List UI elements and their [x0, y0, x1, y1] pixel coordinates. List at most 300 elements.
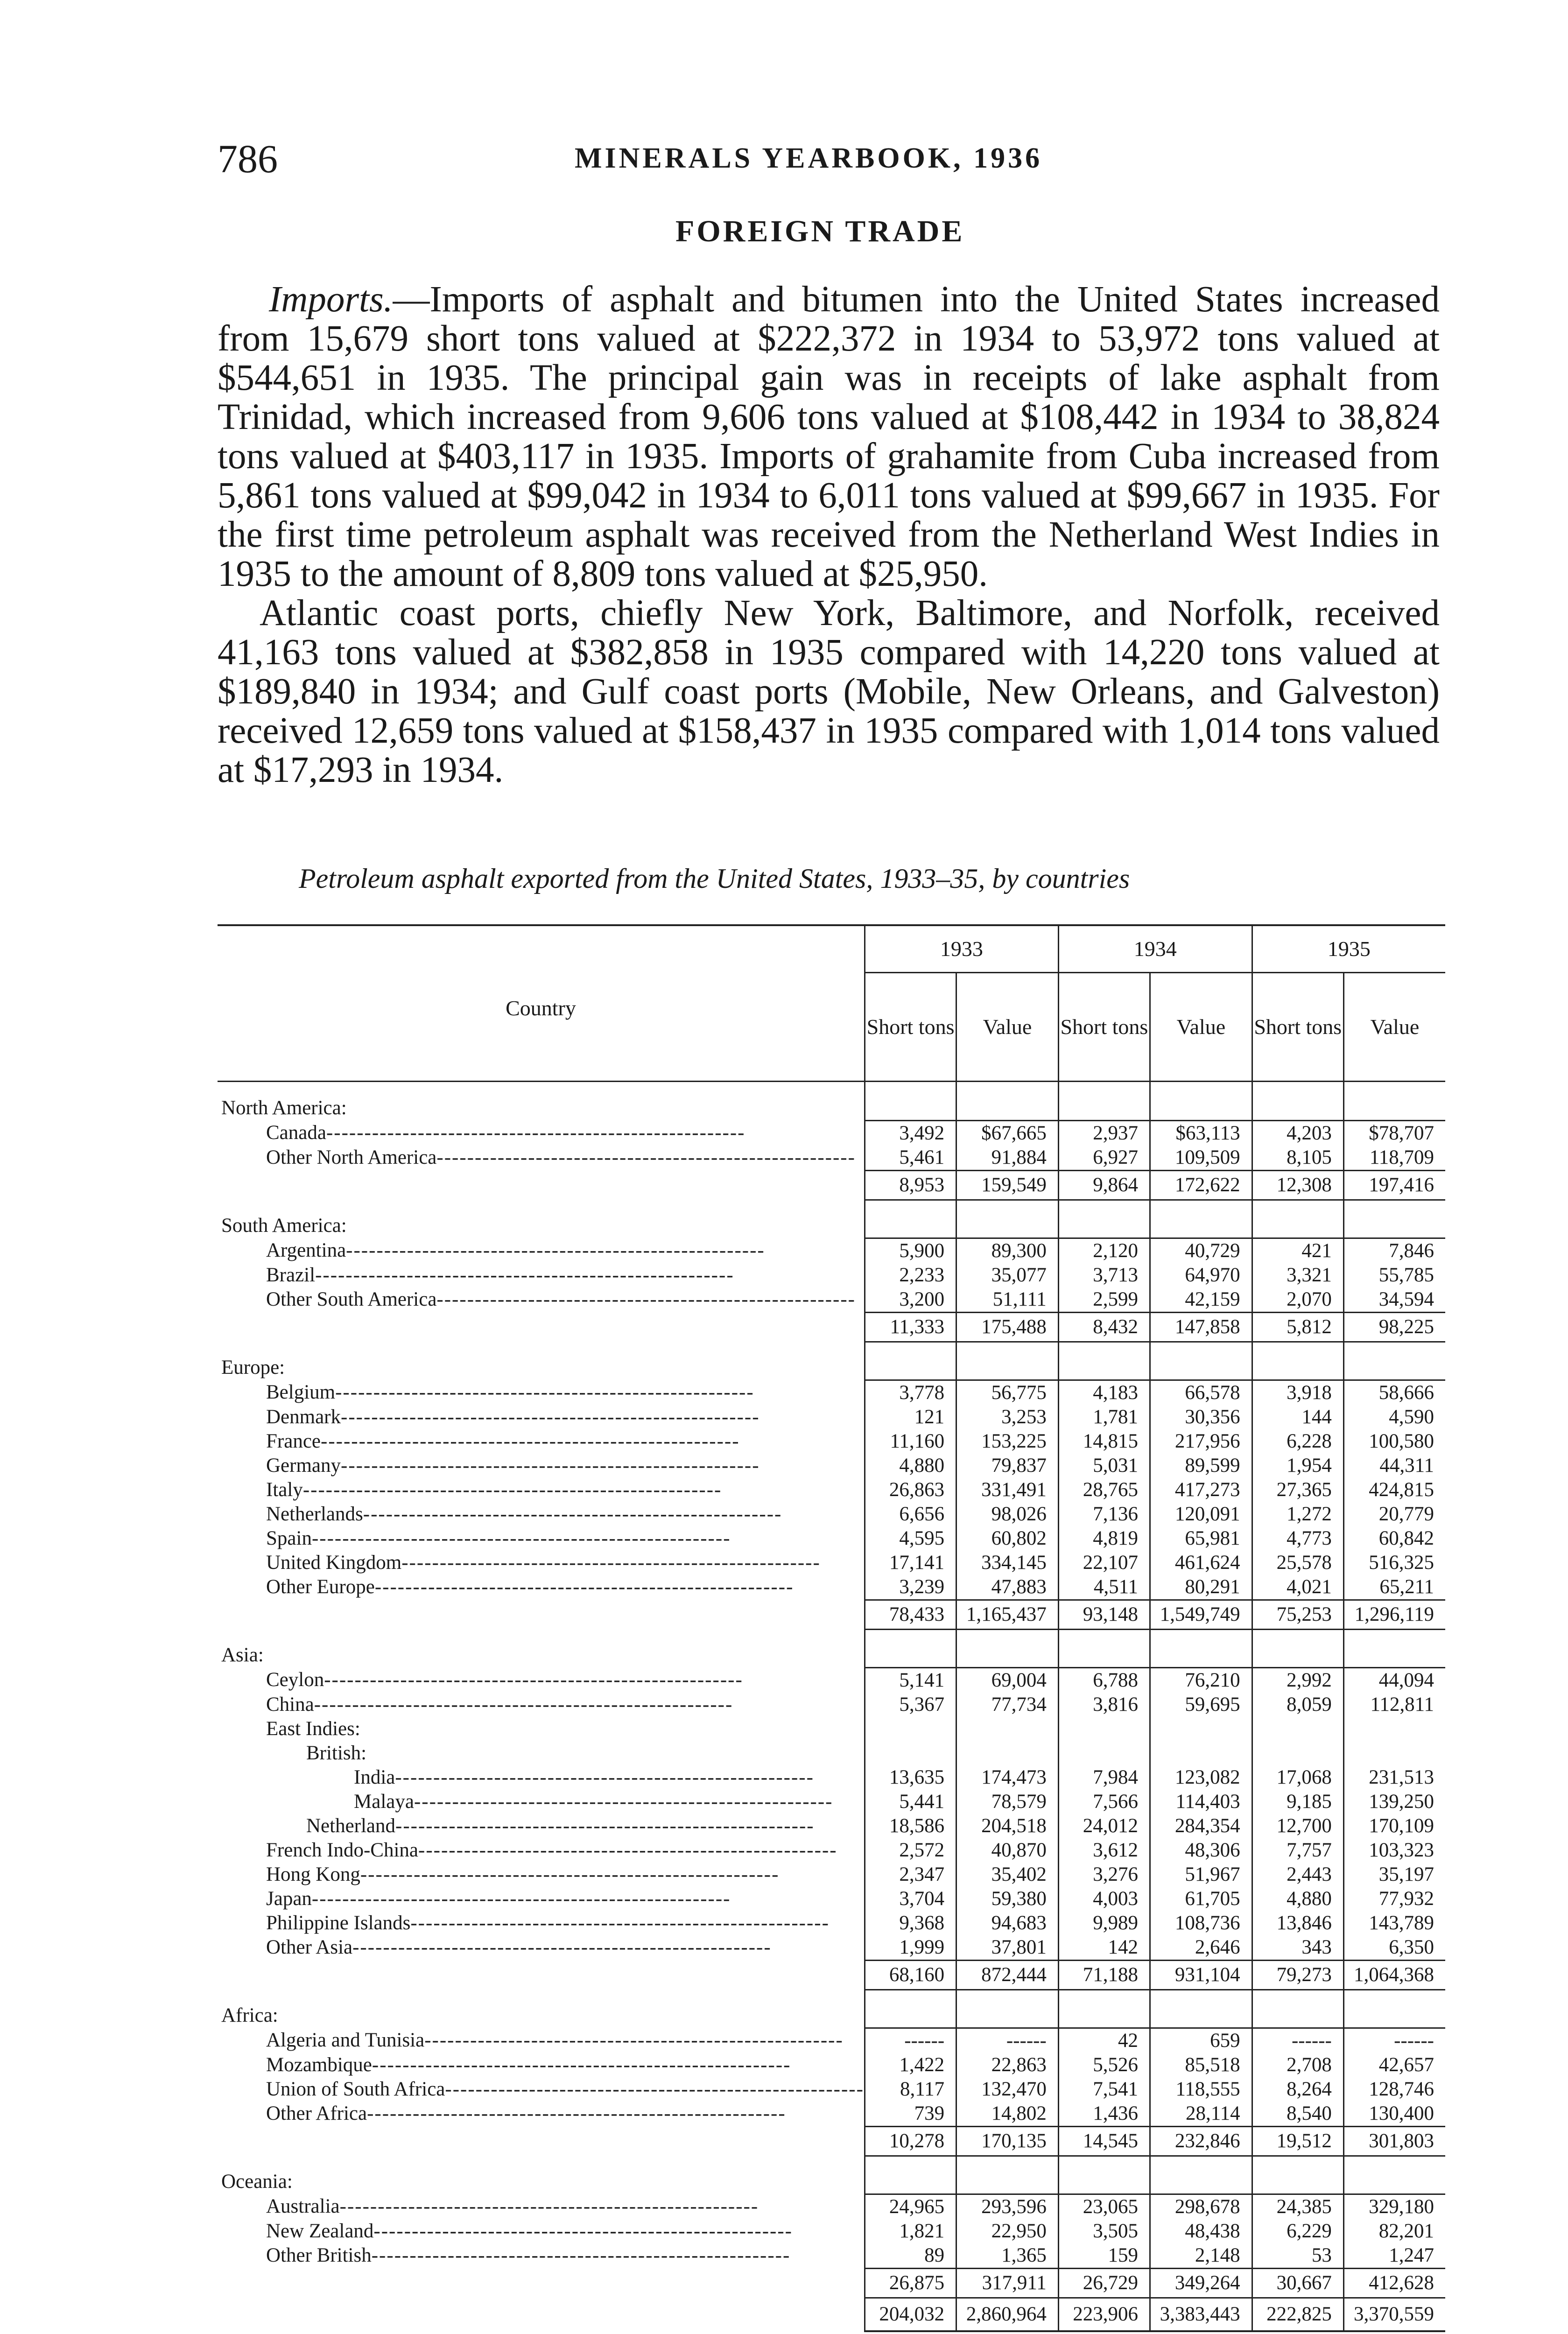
tons-cell: 9,989 — [1058, 1911, 1150, 1935]
empty-cell — [956, 1342, 1059, 1380]
empty-cell — [1150, 1741, 1252, 1765]
empty-cell — [1058, 2156, 1150, 2194]
country-name: Belgium — [266, 1381, 336, 1403]
leader-dots: ------------------------------------------------------- — [373, 2220, 793, 2242]
value-cell: 461,624 — [1150, 1551, 1252, 1575]
region-label: North America: — [221, 1097, 347, 1119]
subtotal-row — [218, 1600, 1445, 1629]
region-row — [218, 1342, 1445, 1380]
country-cell — [218, 1551, 865, 1575]
tons-cell: 1,272 — [1252, 1502, 1343, 1526]
table-body — [218, 1082, 1445, 2331]
country-name: Other British — [266, 2244, 372, 2267]
table-row — [218, 2102, 1445, 2127]
tons-cell: 17,141 — [865, 1551, 956, 1575]
value-header: Value — [1150, 973, 1252, 1082]
empty-cell — [1343, 1200, 1445, 1238]
value-cell: 100,580 — [1343, 1429, 1445, 1454]
table-row — [218, 2243, 1445, 2269]
imports-text: —Imports of asphalt and bitumen into the United States increased from 15,679 short tons valued at $222,372 in 1934 to 53,972 tons valued at $544,651 in 1935. The principal gain was in receipts of lake asphalt from Trinidad, which increased from 9,606 tons valued at $108,442 in 1934 to 38,824 tons valued at $403,117 in 1935. Imports of grahamite from Cuba increased from 5,861 tons valued at $99,042 in 1934 to 6,011 tons valued at $99,667 in 1935. For the first time petroleum asphalt was received from the Netherland West Indies in 1935 to the amount of 8,809 tons valued at $25,950. — [218, 279, 1440, 594]
empty-cell — [1058, 1629, 1150, 1667]
tons-cell: 4,595 — [865, 1526, 956, 1551]
leader-dots: ------------------------------------------------------- — [436, 1146, 856, 1169]
value-cell: 78,579 — [956, 1790, 1059, 1814]
empty-cell — [1058, 1717, 1150, 1741]
value-cell: 7,846 — [1343, 1238, 1445, 1263]
tons-total-cell: 26,875 — [865, 2268, 956, 2298]
leader-dots: ------------------------------------------------------- — [445, 2078, 864, 2100]
country-name: Algeria and Tunisia — [266, 2029, 425, 2051]
country-name: Argentina — [266, 1239, 346, 1261]
empty-cell — [1150, 1629, 1252, 1667]
tons-cell: 3,778 — [865, 1380, 956, 1405]
tons-cell: 22,107 — [1058, 1551, 1150, 1575]
leader-dots: ------------------------------------------------------- — [339, 2195, 759, 2217]
value-cell: 44,094 — [1343, 1667, 1445, 1693]
tons-cell: ------ — [1252, 2028, 1343, 2053]
paragraph-ports: Atlantic coast ports, chiefly New York, Baltimore, and Norfolk, received 41,163 tons valued at $382,858 in 1935 compared with 14,220 tons valued at $189,840 in 1934; and Gulf coast ports (Mobile, New Orleans, and Galveston) received 12,659 tons valued at $158,437 in 1935 compared with 1,014 tons valued at $17,293 in 1934. — [218, 593, 1440, 790]
country-cell — [218, 2077, 865, 2102]
value-cell: 91,884 — [956, 1146, 1059, 1171]
short-tons-header: Short tons — [1058, 973, 1150, 1082]
tons-cell: 1,436 — [1058, 2102, 1150, 2127]
leader-dots: ------------------------------------------------------- — [341, 1406, 760, 1428]
tons-cell: 18,586 — [865, 1814, 956, 1838]
table-row — [218, 1526, 1445, 1551]
empty-cell — [956, 1629, 1059, 1667]
tons-total-cell: 79,273 — [1252, 1960, 1343, 1990]
value-total-cell: 412,628 — [1343, 2268, 1445, 2298]
value-cell: 42,159 — [1150, 1287, 1252, 1313]
table-row — [218, 2028, 1445, 2053]
value-total-cell: 2,860,964 — [956, 2298, 1059, 2331]
leader-dots: ------------------------------------------------------- — [324, 1668, 743, 1691]
subregion-label: East Indies: — [266, 1717, 360, 1740]
value-cell: 82,201 — [1343, 2219, 1445, 2243]
country-cell — [218, 1120, 865, 1146]
table-row — [218, 1263, 1445, 1287]
table-row — [218, 1287, 1445, 1313]
leader-dots: ------------------------------------------------------- — [302, 1478, 722, 1501]
export-table-wrapper — [218, 924, 1445, 2332]
table-row — [218, 1765, 1445, 1790]
value-cell: 35,077 — [956, 1263, 1059, 1287]
tons-total-cell: 30,667 — [1252, 2268, 1343, 2298]
tons-cell: 5,461 — [865, 1146, 956, 1171]
country-cell — [218, 1911, 865, 1935]
country-name: New Zealand — [266, 2220, 374, 2242]
tons-cell: 159 — [1058, 2243, 1150, 2269]
year-header-1935: 1935 — [1252, 925, 1445, 973]
country-cell — [218, 2219, 865, 2243]
leader-dots: ------------------------------------------------------- — [418, 1839, 837, 1861]
tons-cell: 3,200 — [865, 1287, 956, 1313]
tons-cell: 1,954 — [1252, 1454, 1343, 1478]
empty-cell — [1252, 1717, 1343, 1741]
country-name: Ceylon — [266, 1668, 324, 1691]
tons-total-cell: 19,512 — [1252, 2126, 1343, 2156]
tons-cell: 3,276 — [1058, 1863, 1150, 1887]
leader-dots: ------------------------------------------------------- — [367, 2102, 786, 2125]
country-name: Brazil — [266, 1264, 316, 1286]
value-cell: 44,311 — [1343, 1454, 1445, 1478]
leader-dots: ------------------------------------------------------- — [335, 1381, 754, 1403]
country-cell — [218, 1454, 865, 1478]
region-label: South America: — [221, 1215, 347, 1237]
tons-cell: 28,765 — [1058, 1478, 1150, 1502]
leader-dots: ------------------------------------------------------- — [360, 1863, 780, 1885]
tons-cell: 3,239 — [865, 1575, 956, 1600]
value-cell: 58,666 — [1343, 1380, 1445, 1405]
table-row — [218, 2219, 1445, 2243]
table-row — [218, 1911, 1445, 1935]
region-label: Africa: — [221, 2004, 278, 2026]
value-cell: 298,678 — [1150, 2194, 1252, 2219]
value-total-cell: 170,135 — [956, 2126, 1059, 2156]
body-text — [218, 280, 1440, 790]
tons-total-cell: 93,148 — [1058, 1600, 1150, 1629]
empty-cell — [218, 2268, 865, 2298]
table-row — [218, 2077, 1445, 2102]
leader-dots: ------------------------------------------------------- — [341, 1454, 760, 1476]
tons-total-cell: 26,729 — [1058, 2268, 1150, 2298]
export-table — [218, 924, 1445, 2332]
value-cell: 139,250 — [1343, 1790, 1445, 1814]
country-name: Denmark — [266, 1406, 341, 1428]
table-row — [218, 1814, 1445, 1838]
value-cell: 30,356 — [1150, 1405, 1252, 1429]
value-cell: 103,323 — [1343, 1838, 1445, 1863]
country-name: Other North America — [266, 1146, 437, 1169]
empty-cell — [865, 1990, 956, 2028]
empty-cell — [1252, 1741, 1343, 1765]
empty-cell — [956, 1741, 1059, 1765]
tons-cell: 13,635 — [865, 1765, 956, 1790]
value-total-cell: 3,383,443 — [1150, 2298, 1252, 2331]
short-tons-header: Short tons — [1252, 973, 1343, 1082]
leader-dots: ------------------------------------------------------- — [414, 1790, 833, 1813]
value-total-cell: 98,225 — [1343, 1312, 1445, 1342]
value-cell: 40,729 — [1150, 1238, 1252, 1263]
value-cell: ------ — [1343, 2028, 1445, 2053]
table-row — [218, 1380, 1445, 1405]
tons-cell: 24,012 — [1058, 1814, 1150, 1838]
value-cell: 128,746 — [1343, 2077, 1445, 2102]
tons-cell: 2,070 — [1252, 1287, 1343, 1313]
tons-cell: 1,999 — [865, 1935, 956, 1961]
tons-total-cell: 204,032 — [865, 2298, 956, 2331]
empty-cell — [1343, 1741, 1445, 1765]
leader-dots: ------------------------------------------------------- — [395, 1814, 815, 1837]
tons-cell: 3,713 — [1058, 1263, 1150, 1287]
country-cell — [218, 1887, 865, 1911]
country-cell — [218, 1238, 865, 1263]
empty-cell — [865, 1741, 956, 1765]
table-row — [218, 1429, 1445, 1454]
running-head: MINERALS YEARBOOK, 1936 — [575, 142, 1043, 174]
country-cell — [218, 1935, 865, 1961]
leader-dots: ------------------------------------------------------- — [374, 1576, 794, 1598]
tons-total-cell: 8,953 — [865, 1170, 956, 1200]
country-name: Australia — [266, 2195, 340, 2217]
leader-dots: ------------------------------------------------------- — [311, 1527, 731, 1549]
leader-dots: ------------------------------------------------------- — [401, 1551, 821, 1574]
empty-cell — [956, 1082, 1059, 1121]
empty-cell — [1343, 1629, 1445, 1667]
value-cell: 204,518 — [956, 1814, 1059, 1838]
tons-total-cell: 222,825 — [1252, 2298, 1343, 2331]
empty-cell — [1058, 1990, 1150, 2028]
tons-cell: 2,572 — [865, 1838, 956, 1863]
tons-cell: 3,918 — [1252, 1380, 1343, 1405]
value-cell: 98,026 — [956, 1502, 1059, 1526]
value-cell: 284,354 — [1150, 1814, 1252, 1838]
value-total-cell: 349,264 — [1150, 2268, 1252, 2298]
region-label: Europe: — [221, 1357, 285, 1378]
value-cell: 47,883 — [956, 1575, 1059, 1600]
tons-cell: 8,117 — [865, 2077, 956, 2102]
value-cell: 2,646 — [1150, 1935, 1252, 1961]
leader-dots: ------------------------------------------------------- — [346, 1239, 765, 1261]
value-cell: 109,509 — [1150, 1146, 1252, 1171]
country-cell — [218, 1863, 865, 1887]
tons-cell: 7,541 — [1058, 2077, 1150, 2102]
country-cell — [218, 1575, 865, 1600]
country-cell — [218, 1526, 865, 1551]
subtotal-row — [218, 1170, 1445, 1200]
empty-cell — [865, 1200, 956, 1238]
country-cell — [218, 2028, 865, 2053]
empty-cell — [1058, 1082, 1150, 1121]
tons-total-cell: 8,432 — [1058, 1312, 1150, 1342]
tons-cell: 8,264 — [1252, 2077, 1343, 2102]
country-name: Japan — [266, 1887, 312, 1910]
tons-cell: 2,120 — [1058, 1238, 1150, 1263]
value-cell: 48,306 — [1150, 1838, 1252, 1863]
empty-cell — [1150, 2156, 1252, 2194]
tons-cell: 1,781 — [1058, 1405, 1150, 1429]
value-total-cell: 317,911 — [956, 2268, 1059, 2298]
value-cell: 55,785 — [1343, 1263, 1445, 1287]
tons-cell: 4,880 — [865, 1454, 956, 1478]
country-name: France — [266, 1430, 321, 1452]
value-cell: 130,400 — [1343, 2102, 1445, 2127]
value-cell: 170,109 — [1343, 1814, 1445, 1838]
value-total-cell: 3,370,559 — [1343, 2298, 1445, 2331]
short-tons-header: Short tons — [865, 973, 956, 1082]
country-cell — [218, 1146, 865, 1171]
table-row — [218, 1575, 1445, 1600]
value-cell: 3,253 — [956, 1405, 1059, 1429]
empty-cell — [1150, 1200, 1252, 1238]
tons-cell: 4,880 — [1252, 1887, 1343, 1911]
value-cell: 77,932 — [1343, 1887, 1445, 1911]
tons-cell: 3,816 — [1058, 1693, 1150, 1717]
country-cell — [218, 1263, 865, 1287]
country-cell — [218, 1667, 865, 1693]
tons-total-cell: 68,160 — [865, 1960, 956, 1990]
country-name: Hong Kong — [266, 1863, 360, 1885]
country-name: India — [354, 1766, 395, 1788]
leader-dots: ------------------------------------------------------- — [395, 1766, 814, 1788]
empty-cell — [865, 1342, 956, 1380]
table-row — [218, 1863, 1445, 1887]
leader-dots: ------------------------------------------------------- — [424, 2029, 844, 2051]
tons-cell: 6,656 — [865, 1502, 956, 1526]
value-cell: 59,695 — [1150, 1693, 1252, 1717]
empty-cell — [1150, 1990, 1252, 2028]
value-cell: 14,802 — [956, 2102, 1059, 2127]
value-cell: ------ — [956, 2028, 1059, 2053]
value-cell: 76,210 — [1150, 1667, 1252, 1693]
empty-cell — [218, 2126, 865, 2156]
empty-cell — [218, 1600, 865, 1629]
value-cell: 51,111 — [956, 1287, 1059, 1313]
value-total-cell: 175,488 — [956, 1312, 1059, 1342]
value-cell: 114,403 — [1150, 1790, 1252, 1814]
page-number: 786 — [218, 136, 278, 181]
tons-cell: 4,773 — [1252, 1526, 1343, 1551]
empty-cell — [1252, 1990, 1343, 2028]
tons-cell: 17,068 — [1252, 1765, 1343, 1790]
region-label: Oceania: — [221, 2171, 293, 2193]
value-cell: 22,950 — [956, 2219, 1059, 2243]
tons-cell: 6,927 — [1058, 1146, 1150, 1171]
tons-cell: 25,578 — [1252, 1551, 1343, 1575]
country-name: Malaya — [354, 1790, 414, 1813]
value-cell: 48,438 — [1150, 2219, 1252, 2243]
empty-cell — [218, 1170, 865, 1200]
value-cell: 516,325 — [1343, 1551, 1445, 1575]
tons-cell: 3,505 — [1058, 2219, 1150, 2243]
empty-cell — [865, 1082, 956, 1121]
value-cell: 60,802 — [956, 1526, 1059, 1551]
leader-dots: ------------------------------------------------------- — [371, 2244, 791, 2267]
tons-cell: 5,900 — [865, 1238, 956, 1263]
value-cell: 61,705 — [1150, 1887, 1252, 1911]
value-cell: $78,707 — [1343, 1120, 1445, 1146]
value-cell: 28,114 — [1150, 2102, 1252, 2127]
value-cell: 123,082 — [1150, 1765, 1252, 1790]
tons-total-cell: 78,433 — [865, 1600, 956, 1629]
value-header: Value — [956, 973, 1059, 1082]
empty-cell — [1252, 2156, 1343, 2194]
value-cell: 51,967 — [1150, 1863, 1252, 1887]
region-row — [218, 1990, 1445, 2028]
tons-total-cell: 12,308 — [1252, 1170, 1343, 1200]
value-total-cell: 872,444 — [956, 1960, 1059, 1990]
value-cell: 6,350 — [1343, 1935, 1445, 1961]
value-cell: 1,365 — [956, 2243, 1059, 2269]
tons-cell: 8,059 — [1252, 1693, 1343, 1717]
tons-cell: 142 — [1058, 1935, 1150, 1961]
tons-cell: 2,708 — [1252, 2053, 1343, 2077]
country-name: French Indo-China — [266, 1839, 419, 1861]
tons-cell: 4,819 — [1058, 1526, 1150, 1551]
tons-cell: 4,183 — [1058, 1380, 1150, 1405]
tons-cell: 4,003 — [1058, 1887, 1150, 1911]
tons-cell: 5,367 — [865, 1693, 956, 1717]
subtotal-row — [218, 1312, 1445, 1342]
value-cell: 80,291 — [1150, 1575, 1252, 1600]
table-row — [218, 1551, 1445, 1575]
tons-cell: 3,321 — [1252, 1263, 1343, 1287]
value-cell: 143,789 — [1343, 1911, 1445, 1935]
table-row — [218, 2194, 1445, 2219]
tons-cell: 3,492 — [865, 1120, 956, 1146]
value-cell: 64,970 — [1150, 1263, 1252, 1287]
page-header — [218, 135, 1455, 187]
tons-total-cell: 11,333 — [865, 1312, 956, 1342]
empty-cell — [956, 1717, 1059, 1741]
subtotal-row — [218, 2268, 1445, 2298]
value-cell: 66,578 — [1150, 1380, 1252, 1405]
table-row — [218, 1238, 1445, 1263]
empty-cell — [1150, 1082, 1252, 1121]
value-cell: 35,197 — [1343, 1863, 1445, 1887]
value-cell: 108,736 — [1150, 1911, 1252, 1935]
tons-cell: 8,540 — [1252, 2102, 1343, 2127]
value-total-cell: 1,165,437 — [956, 1600, 1059, 1629]
empty-cell — [1150, 1717, 1252, 1741]
empty-cell — [1252, 1342, 1343, 1380]
country-name: Other Asia — [266, 1936, 353, 1959]
empty-cell — [1058, 1342, 1150, 1380]
tons-cell: 5,031 — [1058, 1454, 1150, 1478]
country-cell — [218, 1814, 865, 1838]
value-cell: 334,145 — [956, 1551, 1059, 1575]
value-cell: 4,590 — [1343, 1405, 1445, 1429]
tons-cell: 53 — [1252, 2243, 1343, 2269]
table-row — [218, 1120, 1445, 1146]
leader-dots: ------------------------------------------------------- — [410, 1912, 830, 1934]
value-cell: 77,734 — [956, 1693, 1059, 1717]
value-cell: 153,225 — [956, 1429, 1059, 1454]
empty-cell — [1252, 1200, 1343, 1238]
country-name: Other Africa — [266, 2102, 367, 2125]
table-row — [218, 1935, 1445, 1961]
value-cell: 56,775 — [956, 1380, 1059, 1405]
value-cell: 174,473 — [956, 1765, 1059, 1790]
tons-cell: 9,185 — [1252, 1790, 1343, 1814]
country-cell — [218, 1429, 865, 1454]
tons-cell: 6,229 — [1252, 2219, 1343, 2243]
country-cell — [218, 2194, 865, 2219]
country-name: Netherland — [306, 1814, 396, 1837]
country-name: Italy — [266, 1478, 303, 1501]
empty-cell — [218, 1312, 865, 1342]
empty-cell — [1343, 1342, 1445, 1380]
leader-dots: ------------------------------------------------------- — [363, 1503, 782, 1525]
value-total-cell: 197,416 — [1343, 1170, 1445, 1200]
table-row — [218, 1478, 1445, 1502]
empty-cell — [1150, 1342, 1252, 1380]
value-header: Value — [1343, 973, 1445, 1082]
country-name: United Kingdom — [266, 1551, 402, 1574]
country-name: Germany — [266, 1454, 341, 1476]
country-cell — [218, 1287, 865, 1313]
value-cell: 22,863 — [956, 2053, 1059, 2077]
empty-cell — [865, 1717, 956, 1741]
country-cell — [218, 1693, 865, 1717]
leader-dots: ------------------------------------------------------- — [314, 1693, 733, 1715]
region-row — [218, 1629, 1445, 1667]
tons-cell: 739 — [865, 2102, 956, 2127]
value-cell: 659 — [1150, 2028, 1252, 2053]
country-cell — [218, 2243, 865, 2269]
empty-cell — [1343, 1990, 1445, 2028]
value-cell: 89,599 — [1150, 1454, 1252, 1478]
